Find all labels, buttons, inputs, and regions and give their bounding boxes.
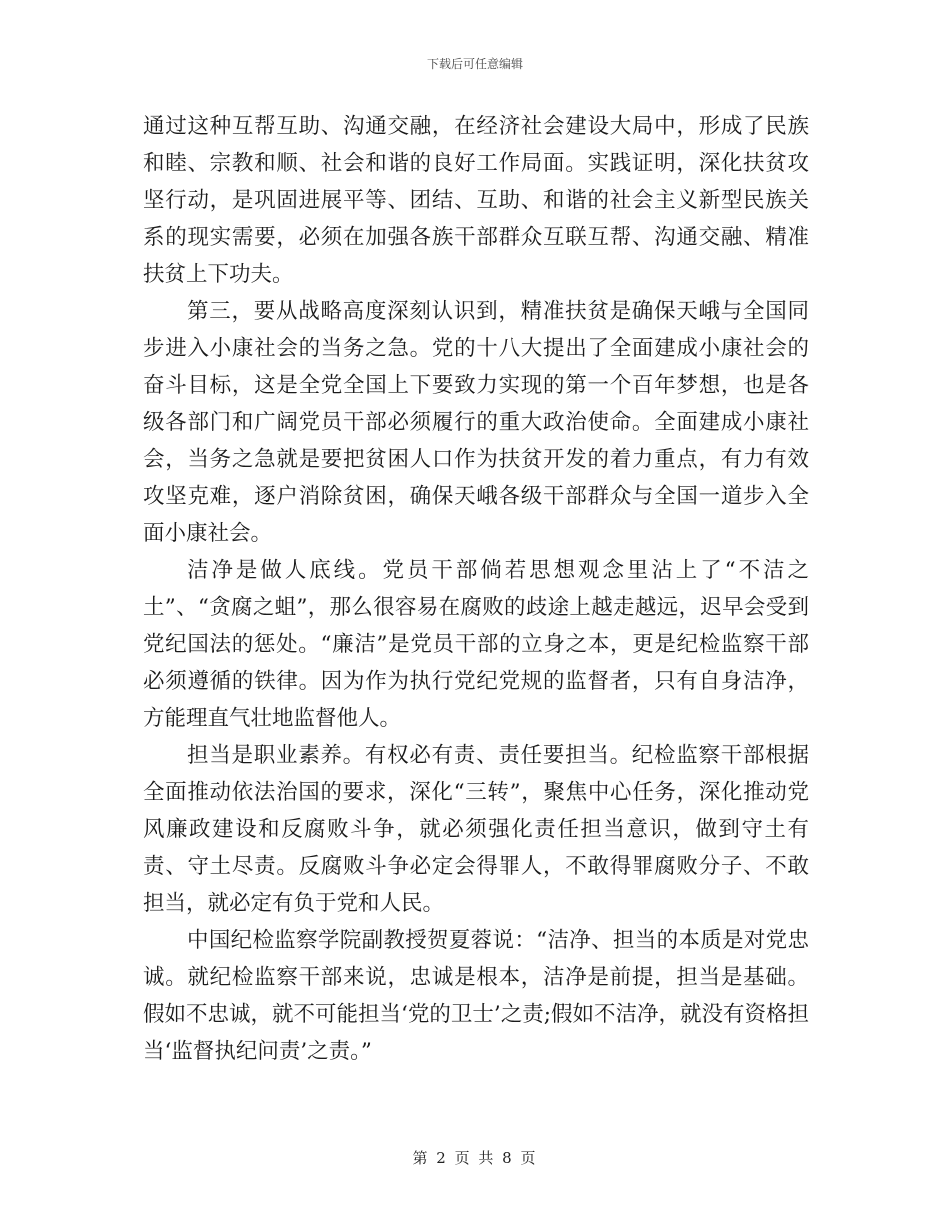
paragraph-4: 担当是职业素养。有权必有责、责任要担当。纪检监察干部根据全面推动依法治国的要求，深化“三转”，聚焦中心任务，深化推动党风廉政建设和反腐败斗争，就必须强化责任担当意识，做到守土有责、守土尽责。反腐败斗争必定会得罪人，不敢得罪腐败分子、不敢担当，就必定有负于党和人民。 <box>143 743 809 916</box>
document-body <box>143 108 809 1070</box>
paragraph-5: 中国纪检监察学院副教授贺夏蓉说：“洁净、担当的本质是对党忠诚。就纪检监察干部来说，忠诚是根本，洁净是前提，担当是基础。假如不忠诚，就不可能担当‘党的卫士’之责;假如不洁净，就没有资格担当‘监督执纪问责’之责。” <box>143 928 809 1064</box>
page-header-note: 下载后可任意编辑 <box>426 57 523 71</box>
page-number-footer: 第 2 页 共 8 页 <box>412 1149 538 1167</box>
paragraph-3: 洁净是做人底线。党员干部倘若思想观念里沾上了“不洁之土”、“贪腐之蛆”，那么很容易在腐败的歧途上越走越远，迟早会受到党纪国法的惩处。“廉洁”是党员干部的立身之本，更是纪检监察干部必须遵循的铁律。因为作为执行党纪党规的监督者，只有自身洁净，方能理直气壮地监督他人。 <box>143 558 809 731</box>
paragraph-2: 第三，要从战略高度深刻认识到，精准扶贫是确保天峨与全国同步进入小康社会的当务之急。党的十八大提出了全面建成小康社会的奋斗目标，这是全党全国上下要致力实现的第一个百年梦想，也是各级各部门和广阔党员干部必须履行的重大政治使命。全面建成小康社会，当务之急就是要把贫困人口作为扶贫开发的着力重点，有力有效攻坚克难，逐户消除贫困，确保天峨各级干部群众与全国一道步入全面小康社会。 <box>143 299 809 546</box>
paragraph-1: 通过这种互帮互助、沟通交融，在经济社会建设大局中，形成了民族和睦、宗教和顺、社会和谐的良好工作局面。实践证明，深化扶贫攻坚行动，是巩固进展平等、团结、互助、和谐的社会主义新型民族关系的现实需要，必须在加强各族干部群众互联互帮、沟通交融、精准扶贫上下功夫。 <box>143 114 809 287</box>
